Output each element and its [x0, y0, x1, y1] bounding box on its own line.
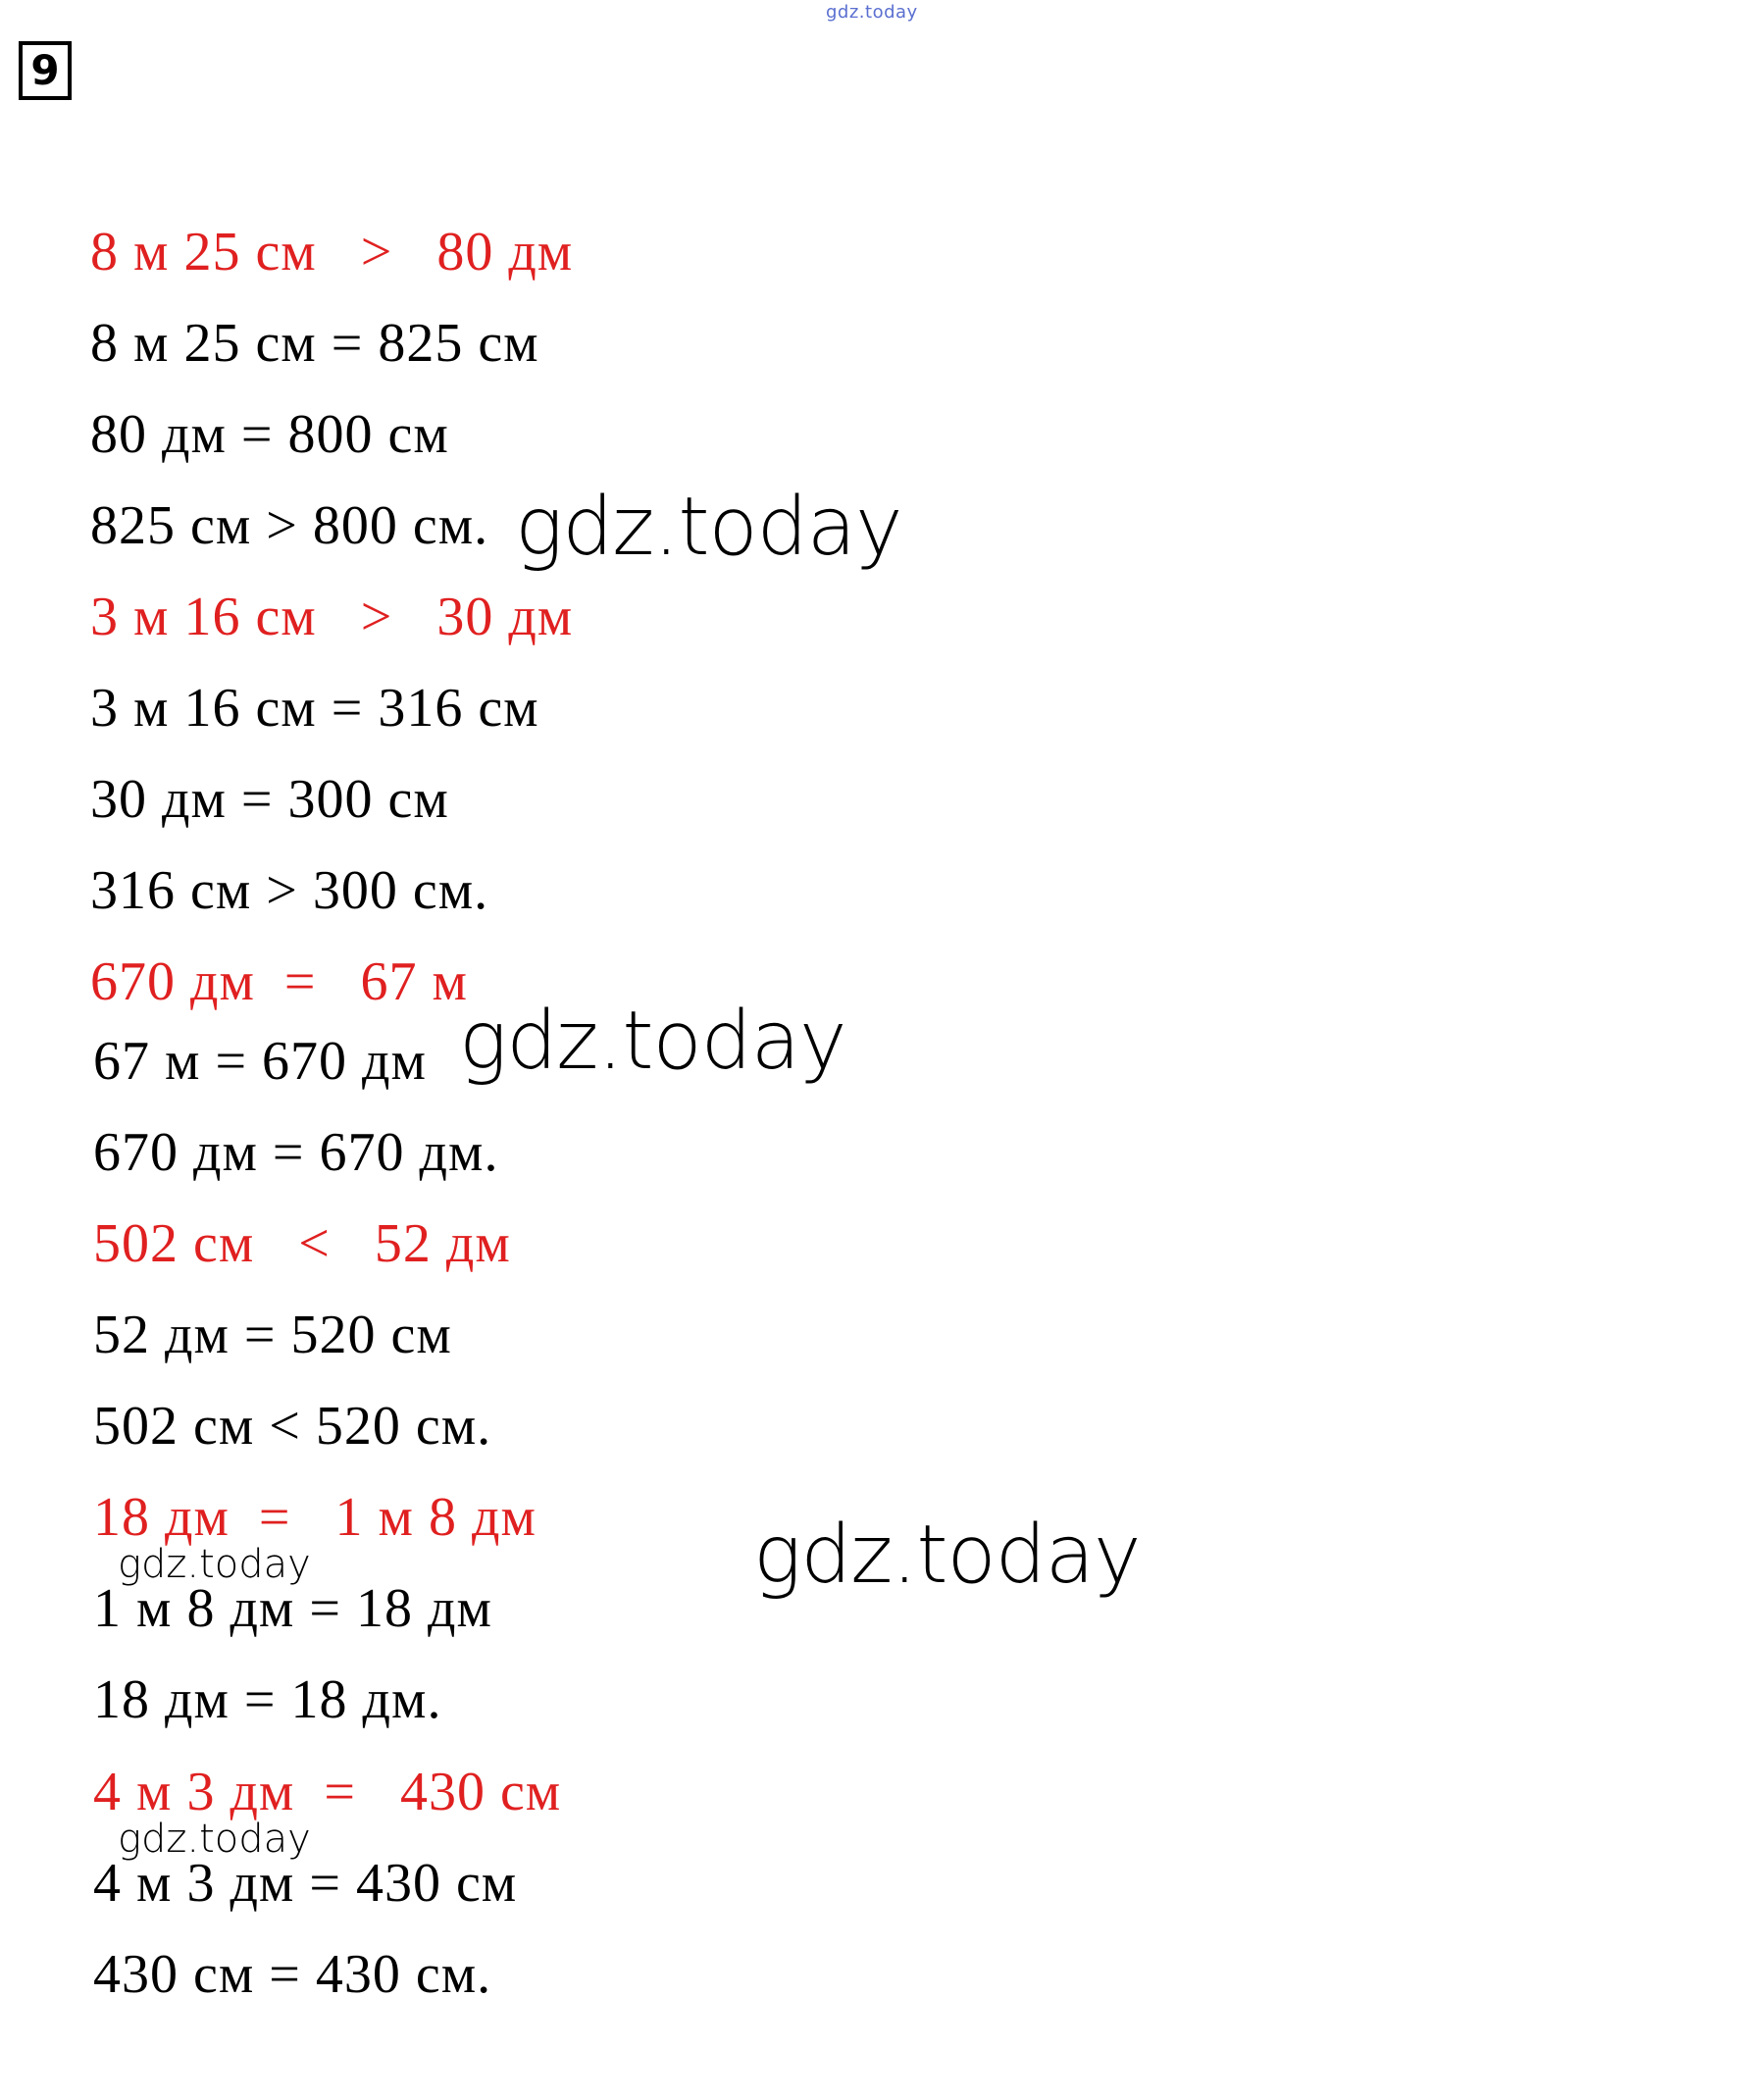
solution-line-6-1: 4 м 3 дм = 430 см: [93, 1853, 518, 1914]
watermark: gdz.today: [118, 1542, 311, 1587]
solution-line-5-2: 18 дм = 18 дм.: [93, 1669, 442, 1730]
site-mark: gdz.today: [826, 2, 918, 23]
solution-line-2-3: 316 см > 300 см.: [90, 860, 489, 921]
comparison-line-2: 3 м 16 см > 30 дм: [90, 587, 574, 647]
solution-line-2-1: 3 м 16 см = 316 см: [90, 678, 539, 739]
solution-line-2-2: 30 дм = 300 см: [90, 769, 449, 830]
watermark: gdz.today: [753, 1509, 1141, 1602]
solution-line-6-2: 430 см = 430 см.: [93, 1944, 492, 2005]
watermark: gdz.today: [515, 481, 902, 574]
solution-line-5-1: 1 м 8 дм = 18 дм: [93, 1578, 492, 1639]
task-number-box: 9: [19, 41, 72, 100]
comparison-line-6: 4 м 3 дм = 430 см: [93, 1762, 562, 1822]
watermark: gdz.today: [118, 1817, 311, 1862]
comparison-line-5: 18 дм = 1 м 8 дм: [93, 1487, 537, 1548]
solution-line-1-3: 825 см > 800 см.: [90, 495, 489, 556]
solution-line-3-1: 67 м = 670 дм: [93, 1031, 427, 1092]
solution-line-4-2: 502 см < 520 см.: [93, 1396, 492, 1457]
solution-line-1-1: 8 м 25 см = 825 см: [90, 313, 539, 374]
watermark: gdz.today: [459, 995, 846, 1088]
comparison-line-1: 8 м 25 см > 80 дм: [90, 222, 574, 282]
solution-line-3-2: 670 дм = 670 дм.: [93, 1122, 499, 1183]
comparison-line-4: 502 см < 52 дм: [93, 1213, 511, 1274]
solution-line-1-2: 80 дм = 800 см: [90, 404, 449, 465]
comparison-line-3: 670 дм = 67 м: [90, 951, 468, 1012]
solution-line-4-1: 52 дм = 520 см: [93, 1305, 452, 1365]
